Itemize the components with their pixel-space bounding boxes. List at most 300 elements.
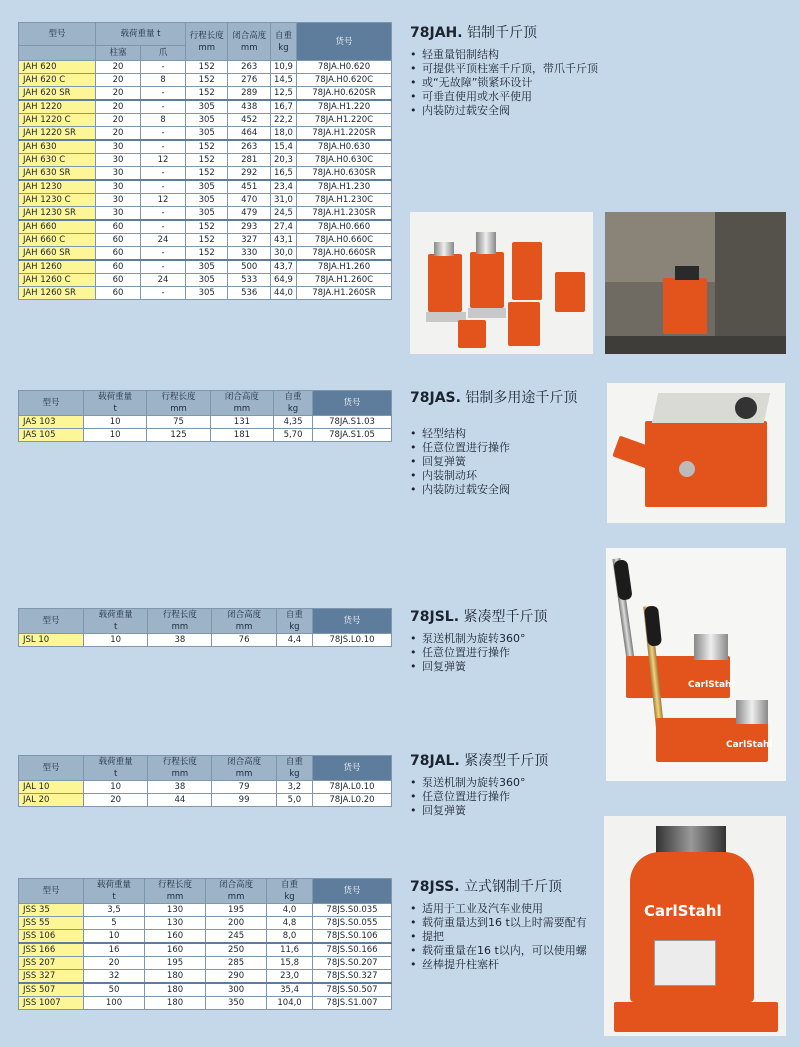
col-part: 货号 bbox=[313, 391, 392, 416]
value-cell: 100 bbox=[84, 997, 145, 1010]
model-cell: JAH 660 SR bbox=[19, 247, 96, 261]
value-cell: 16,7 bbox=[270, 100, 296, 114]
col-model: 型号 bbox=[19, 879, 84, 904]
feature-item: • 泵送机制为旋转360° bbox=[410, 632, 610, 646]
compact-jack-photo bbox=[606, 548, 786, 781]
table-row bbox=[19, 781, 392, 794]
value-cell: 60 bbox=[96, 274, 141, 287]
model-cell: JSS 327 bbox=[19, 970, 84, 984]
value-cell: 152 bbox=[186, 220, 228, 234]
value-cell: 18,0 bbox=[270, 127, 296, 141]
table-row bbox=[19, 140, 392, 154]
value-cell: 78JA.H1.230 bbox=[297, 180, 392, 194]
model-cell: JAH 660 bbox=[19, 220, 96, 234]
col-closed: 闭合高度 mm bbox=[212, 609, 276, 634]
value-cell: 4,4 bbox=[276, 634, 312, 647]
value-cell: 10 bbox=[84, 429, 147, 442]
jss-spec-table bbox=[18, 878, 392, 1010]
jah-product-photo bbox=[410, 212, 593, 354]
table-row bbox=[19, 904, 392, 917]
col-part: 货号 bbox=[313, 609, 392, 634]
feature-item: • 任意位置进行操作 bbox=[410, 441, 610, 455]
value-cell: 152 bbox=[186, 167, 228, 181]
value-cell: 32 bbox=[84, 970, 145, 984]
value-cell: 305 bbox=[186, 127, 228, 141]
value-cell: 305 bbox=[186, 180, 228, 194]
jsl-spec-table bbox=[18, 608, 392, 647]
jss-heading: 78JSS. 立式钢制千斤顶 bbox=[410, 879, 562, 895]
col-load: 载荷重量 t bbox=[96, 23, 186, 46]
jal-section bbox=[410, 750, 610, 818]
value-cell: 31,0 bbox=[270, 194, 296, 207]
value-cell: 50 bbox=[84, 983, 145, 997]
value-cell: 60 bbox=[96, 260, 141, 274]
value-cell: 78JA.H0.630 bbox=[297, 140, 392, 154]
value-cell: 78JA.H1.220C bbox=[297, 114, 392, 127]
jal-table-body bbox=[19, 781, 392, 807]
col-weight: 自重 kg bbox=[270, 23, 296, 61]
value-cell: 536 bbox=[228, 287, 270, 300]
table-row bbox=[19, 930, 392, 944]
jas-section bbox=[410, 387, 610, 497]
feature-item: • 载荷重量达到16 t以上时需要配有 bbox=[410, 916, 600, 930]
table-row bbox=[19, 127, 392, 141]
model-cell: JAS 105 bbox=[19, 429, 84, 442]
value-cell: 305 bbox=[186, 207, 228, 221]
value-cell: 23,4 bbox=[270, 180, 296, 194]
value-cell: 4,0 bbox=[267, 904, 313, 917]
jah-section bbox=[410, 22, 670, 118]
feature-item: • 回复弹簧 bbox=[410, 455, 610, 469]
model-cell: JSS 106 bbox=[19, 930, 84, 944]
feature-item-cont: • 丝棒提升柱塞杆 bbox=[410, 958, 600, 972]
value-cell: 78JA.H0.660 bbox=[297, 220, 392, 234]
table-row bbox=[19, 274, 392, 287]
jas-spec-table bbox=[18, 390, 392, 442]
jal-spec-table bbox=[18, 755, 392, 807]
brand-logo: CarlStahl bbox=[688, 680, 735, 690]
value-cell: 78JA.H0.660SR bbox=[297, 247, 392, 261]
table-row bbox=[19, 957, 392, 970]
table-row bbox=[19, 983, 392, 997]
model-cell: JAH 620 bbox=[19, 61, 96, 74]
table-row bbox=[19, 154, 392, 167]
col-model: 型号 bbox=[19, 23, 96, 46]
jas-table-body bbox=[19, 416, 392, 442]
model-cell: JAH 660 C bbox=[19, 234, 96, 247]
value-cell: 78JA.H1.220SR bbox=[297, 127, 392, 141]
col-weight: 自重 kg bbox=[276, 609, 312, 634]
model-cell: JAH 620 C bbox=[19, 74, 96, 87]
value-cell: 200 bbox=[206, 917, 267, 930]
value-cell: - bbox=[141, 180, 186, 194]
value-cell: 276 bbox=[228, 74, 270, 87]
value-cell: - bbox=[141, 61, 186, 74]
value-cell: 43,1 bbox=[270, 234, 296, 247]
feature-item: • 载荷重量在16 t以内，可以使用螺 bbox=[410, 944, 600, 958]
value-cell: - bbox=[141, 247, 186, 261]
value-cell: 8 bbox=[141, 74, 186, 87]
value-cell: 4,8 bbox=[267, 917, 313, 930]
value-cell: 330 bbox=[228, 247, 270, 261]
feature-item: • 适用于工业及汽车业使用 bbox=[410, 902, 600, 916]
value-cell: 305 bbox=[186, 287, 228, 300]
model-cell: JSS 507 bbox=[19, 983, 84, 997]
col-claw: 爪 bbox=[141, 46, 186, 61]
value-cell: 15,8 bbox=[267, 957, 313, 970]
value-cell: 10 bbox=[84, 930, 145, 944]
value-cell: 5,0 bbox=[276, 794, 312, 807]
value-cell: 30 bbox=[96, 207, 141, 221]
feature-item: • 可提供平顶柱塞千斤顶，带爪千斤顶 bbox=[410, 62, 670, 76]
table-row bbox=[19, 287, 392, 300]
value-cell: 78JS.S0.106 bbox=[313, 930, 392, 944]
value-cell: 130 bbox=[145, 917, 206, 930]
value-cell: 305 bbox=[186, 114, 228, 127]
value-cell: 78JA.H1.260 bbox=[297, 260, 392, 274]
value-cell: 78JA.H0.620C bbox=[297, 74, 392, 87]
col-part: 货号 bbox=[297, 23, 392, 61]
col-stroke: 行程长度 mm bbox=[147, 391, 210, 416]
value-cell: 24,5 bbox=[270, 207, 296, 221]
value-cell: 75 bbox=[147, 416, 210, 429]
value-cell: 8,0 bbox=[267, 930, 313, 944]
value-cell: 24 bbox=[141, 234, 186, 247]
value-cell: 300 bbox=[206, 983, 267, 997]
value-cell: 152 bbox=[186, 61, 228, 74]
value-cell: 10 bbox=[84, 416, 147, 429]
table-row bbox=[19, 970, 392, 984]
value-cell: 44,0 bbox=[270, 287, 296, 300]
value-cell: 292 bbox=[228, 167, 270, 181]
value-cell: 78JA.L0.10 bbox=[313, 781, 392, 794]
model-cell: JSS 1007 bbox=[19, 997, 84, 1010]
value-cell: 30 bbox=[96, 167, 141, 181]
value-cell: 438 bbox=[228, 100, 270, 114]
model-cell: JAL 10 bbox=[19, 781, 84, 794]
value-cell: 152 bbox=[186, 140, 228, 154]
value-cell: 30 bbox=[96, 180, 141, 194]
col-closed: 闭合高度 mm bbox=[206, 879, 267, 904]
jsl-heading: 78JSL. 紧凑型千斤顶 bbox=[410, 609, 548, 625]
value-cell: - bbox=[141, 100, 186, 114]
value-cell: 60 bbox=[96, 247, 141, 261]
value-cell: 10,9 bbox=[270, 61, 296, 74]
jas-product-photo bbox=[607, 383, 785, 523]
value-cell: 78JA.H1.260C bbox=[297, 274, 392, 287]
value-cell: 20 bbox=[84, 794, 148, 807]
table-row bbox=[19, 87, 392, 101]
model-cell: JAH 1260 SR bbox=[19, 287, 96, 300]
jal-features bbox=[410, 776, 610, 818]
value-cell: - bbox=[141, 207, 186, 221]
table-row bbox=[19, 917, 392, 930]
value-cell: 479 bbox=[228, 207, 270, 221]
value-cell: 78JA.H1.230SR bbox=[297, 207, 392, 221]
value-cell: 181 bbox=[210, 429, 273, 442]
value-cell: 38 bbox=[148, 634, 212, 647]
jah-features bbox=[410, 48, 670, 118]
value-cell: 20 bbox=[84, 957, 145, 970]
value-cell: 78JS.S0.035 bbox=[313, 904, 392, 917]
brand-logo: CarlStahl bbox=[726, 740, 773, 750]
value-cell: - bbox=[141, 287, 186, 300]
value-cell: 305 bbox=[186, 260, 228, 274]
col-part: 货号 bbox=[313, 756, 392, 781]
value-cell: 245 bbox=[206, 930, 267, 944]
table-row bbox=[19, 100, 392, 114]
value-cell: 78JA.H0.620SR bbox=[297, 87, 392, 101]
value-cell: 195 bbox=[206, 904, 267, 917]
value-cell: 451 bbox=[228, 180, 270, 194]
value-cell: - bbox=[141, 220, 186, 234]
value-cell: 180 bbox=[145, 970, 206, 984]
table-row bbox=[19, 194, 392, 207]
col-load: 载荷重量 t bbox=[84, 391, 147, 416]
feature-item: • 内装防过载安全阀 bbox=[410, 483, 610, 497]
value-cell: 20 bbox=[96, 74, 141, 87]
model-cell: JSL 10 bbox=[19, 634, 84, 647]
jah-spec-table bbox=[18, 22, 392, 300]
value-cell: 20 bbox=[96, 61, 141, 74]
value-cell: 99 bbox=[212, 794, 276, 807]
value-cell: 3,2 bbox=[276, 781, 312, 794]
jss-table-body bbox=[19, 904, 392, 1010]
model-cell: JAH 1230 SR bbox=[19, 207, 96, 221]
table-row bbox=[19, 180, 392, 194]
col-stroke: 行程长度 mm bbox=[148, 609, 212, 634]
value-cell: 290 bbox=[206, 970, 267, 984]
col-model: 型号 bbox=[19, 756, 84, 781]
value-cell: 78JS.S0.507 bbox=[313, 983, 392, 997]
value-cell: 180 bbox=[145, 997, 206, 1010]
table-row bbox=[19, 207, 392, 221]
model-cell: JAH 1260 C bbox=[19, 274, 96, 287]
table-row bbox=[19, 634, 392, 647]
value-cell: 152 bbox=[186, 87, 228, 101]
table-row bbox=[19, 416, 392, 429]
col-stroke: 行程长度 mm bbox=[145, 879, 206, 904]
table-row bbox=[19, 260, 392, 274]
value-cell: 305 bbox=[186, 194, 228, 207]
model-cell: JSS 35 bbox=[19, 904, 84, 917]
feature-item: • 轻重量铝制结构 bbox=[410, 48, 670, 62]
feature-item: • 可垂直使用或水平使用 bbox=[410, 90, 670, 104]
value-cell: 30 bbox=[96, 140, 141, 154]
value-cell: 78JA.L0.20 bbox=[313, 794, 392, 807]
value-cell: 24 bbox=[141, 274, 186, 287]
value-cell: 78JA.H0.660C bbox=[297, 234, 392, 247]
model-cell: JAH 1220 bbox=[19, 100, 96, 114]
value-cell: 20,3 bbox=[270, 154, 296, 167]
value-cell: 350 bbox=[206, 997, 267, 1010]
model-cell: JAH 630 C bbox=[19, 154, 96, 167]
model-cell: JSS 207 bbox=[19, 957, 84, 970]
value-cell: 533 bbox=[228, 274, 270, 287]
value-cell: 20 bbox=[96, 100, 141, 114]
value-cell: 60 bbox=[96, 287, 141, 300]
model-cell: JAH 630 SR bbox=[19, 167, 96, 181]
col-stroke: 行程长度 mm bbox=[148, 756, 212, 781]
value-cell: 15,4 bbox=[270, 140, 296, 154]
jah-application-photo bbox=[605, 212, 786, 354]
table-row bbox=[19, 167, 392, 181]
value-cell: - bbox=[141, 140, 186, 154]
value-cell: 60 bbox=[96, 220, 141, 234]
value-cell: 152 bbox=[186, 154, 228, 167]
value-cell: 125 bbox=[147, 429, 210, 442]
value-cell: 20 bbox=[96, 114, 141, 127]
value-cell: 78JS.S1.007 bbox=[313, 997, 392, 1010]
value-cell: 452 bbox=[228, 114, 270, 127]
value-cell: 180 bbox=[145, 983, 206, 997]
value-cell: 285 bbox=[206, 957, 267, 970]
value-cell: - bbox=[141, 87, 186, 101]
value-cell: 76 bbox=[212, 634, 276, 647]
value-cell: 305 bbox=[186, 100, 228, 114]
value-cell: 470 bbox=[228, 194, 270, 207]
value-cell: 23,0 bbox=[267, 970, 313, 984]
jsl-table-body bbox=[19, 634, 392, 647]
value-cell: 30 bbox=[96, 194, 141, 207]
value-cell: 195 bbox=[145, 957, 206, 970]
col-closed: 闭合高度 mm bbox=[212, 756, 276, 781]
model-cell: JAH 1220 SR bbox=[19, 127, 96, 141]
value-cell: 44 bbox=[148, 794, 212, 807]
model-cell: JAL 20 bbox=[19, 794, 84, 807]
model-cell: JAH 1230 bbox=[19, 180, 96, 194]
table-row bbox=[19, 74, 392, 87]
jah-table-body bbox=[19, 61, 392, 300]
jah-heading: 78JAH. 铝制千斤顶 bbox=[410, 25, 538, 41]
value-cell: 78JA.H1.220 bbox=[297, 100, 392, 114]
value-cell: 3,5 bbox=[84, 904, 145, 917]
value-cell: 22,2 bbox=[270, 114, 296, 127]
feature-item: • 回复弹簧 bbox=[410, 804, 610, 818]
feature-item: • 任意位置进行操作 bbox=[410, 646, 610, 660]
jas-features bbox=[410, 427, 610, 497]
value-cell: 78JA.H0.630C bbox=[297, 154, 392, 167]
value-cell: 14,5 bbox=[270, 74, 296, 87]
value-cell: - bbox=[141, 260, 186, 274]
col-weight: 自重 kg bbox=[274, 391, 313, 416]
value-cell: 78JA.H0.630SR bbox=[297, 167, 392, 181]
col-closed: 闭合高度 mm bbox=[210, 391, 273, 416]
table-row bbox=[19, 429, 392, 442]
value-cell: 78JS.S0.327 bbox=[313, 970, 392, 984]
col-load: 载荷重量 t bbox=[84, 879, 145, 904]
value-cell: 327 bbox=[228, 234, 270, 247]
model-cell: JAS 103 bbox=[19, 416, 84, 429]
value-cell: 79 bbox=[212, 781, 276, 794]
value-cell: 160 bbox=[145, 943, 206, 957]
table-row bbox=[19, 61, 392, 74]
value-cell: 305 bbox=[186, 274, 228, 287]
col-weight: 自重 kg bbox=[276, 756, 312, 781]
col-load: 载荷重量 t bbox=[84, 609, 148, 634]
table-row bbox=[19, 943, 392, 957]
value-cell: 35,4 bbox=[267, 983, 313, 997]
model-cell: JAH 630 bbox=[19, 140, 96, 154]
value-cell: 30 bbox=[96, 154, 141, 167]
value-cell: 130 bbox=[145, 904, 206, 917]
value-cell: 43,7 bbox=[270, 260, 296, 274]
value-cell: 78JS.S0.055 bbox=[313, 917, 392, 930]
model-cell: JSS 166 bbox=[19, 943, 84, 957]
col-load: 载荷重量 t bbox=[84, 756, 148, 781]
value-cell: 289 bbox=[228, 87, 270, 101]
col-stroke: 行程长度 mm bbox=[186, 23, 228, 61]
value-cell: 78JA.H0.620 bbox=[297, 61, 392, 74]
feature-item: • 内装防过载安全阀 bbox=[410, 104, 670, 118]
value-cell: 78JA.H1.230C bbox=[297, 194, 392, 207]
table-row bbox=[19, 234, 392, 247]
value-cell: 30,0 bbox=[270, 247, 296, 261]
value-cell: 250 bbox=[206, 943, 267, 957]
value-cell: - bbox=[141, 167, 186, 181]
col-weight: 自重 kg bbox=[267, 879, 313, 904]
value-cell: 10 bbox=[84, 781, 148, 794]
col-model: 型号 bbox=[19, 391, 84, 416]
table-row bbox=[19, 247, 392, 261]
value-cell: 293 bbox=[228, 220, 270, 234]
col-closed: 闭合高度 mm bbox=[228, 23, 270, 61]
value-cell: 12 bbox=[141, 194, 186, 207]
value-cell: 16 bbox=[84, 943, 145, 957]
feature-item-cont: • 提把 bbox=[410, 930, 600, 944]
model-cell: JAH 1220 C bbox=[19, 114, 96, 127]
value-cell: 60 bbox=[96, 234, 141, 247]
value-cell: 152 bbox=[186, 74, 228, 87]
value-cell: 464 bbox=[228, 127, 270, 141]
jss-product-photo bbox=[604, 816, 786, 1036]
value-cell: 4,35 bbox=[274, 416, 313, 429]
value-cell: 27,4 bbox=[270, 220, 296, 234]
value-cell: 38 bbox=[148, 781, 212, 794]
feature-item: • 泵送机制为旋转360° bbox=[410, 776, 610, 790]
value-cell: 12 bbox=[141, 154, 186, 167]
jal-heading: 78JAL. 紧凑型千斤顶 bbox=[410, 753, 549, 769]
table-row bbox=[19, 794, 392, 807]
value-cell: 281 bbox=[228, 154, 270, 167]
jsl-section bbox=[410, 606, 610, 674]
value-cell: 152 bbox=[186, 247, 228, 261]
col-model: 型号 bbox=[19, 609, 84, 634]
feature-item: • 轻型结构 bbox=[410, 427, 610, 441]
jas-heading: 78JAS. 铝制多用途千斤顶 bbox=[410, 390, 578, 406]
jsl-features bbox=[410, 632, 610, 674]
value-cell: 20 bbox=[96, 87, 141, 101]
jss-section bbox=[410, 876, 600, 972]
value-cell: 78JA.S1.05 bbox=[313, 429, 392, 442]
value-cell: 104,0 bbox=[267, 997, 313, 1010]
value-cell: 152 bbox=[186, 234, 228, 247]
col-ram: 柱塞 bbox=[96, 46, 141, 61]
table-row bbox=[19, 114, 392, 127]
feature-item: • 内装制动环 bbox=[410, 469, 610, 483]
value-cell: 78JS.S0.166 bbox=[313, 943, 392, 957]
value-cell: 20 bbox=[96, 127, 141, 141]
model-cell: JAH 1230 C bbox=[19, 194, 96, 207]
value-cell: 16,5 bbox=[270, 167, 296, 181]
feature-item: • 任意位置进行操作 bbox=[410, 790, 610, 804]
value-cell: 263 bbox=[228, 61, 270, 74]
value-cell: 5 bbox=[84, 917, 145, 930]
model-cell: JSS 55 bbox=[19, 917, 84, 930]
value-cell: 78JS.S0.207 bbox=[313, 957, 392, 970]
value-cell: 78JA.H1.260SR bbox=[297, 287, 392, 300]
value-cell: 131 bbox=[210, 416, 273, 429]
